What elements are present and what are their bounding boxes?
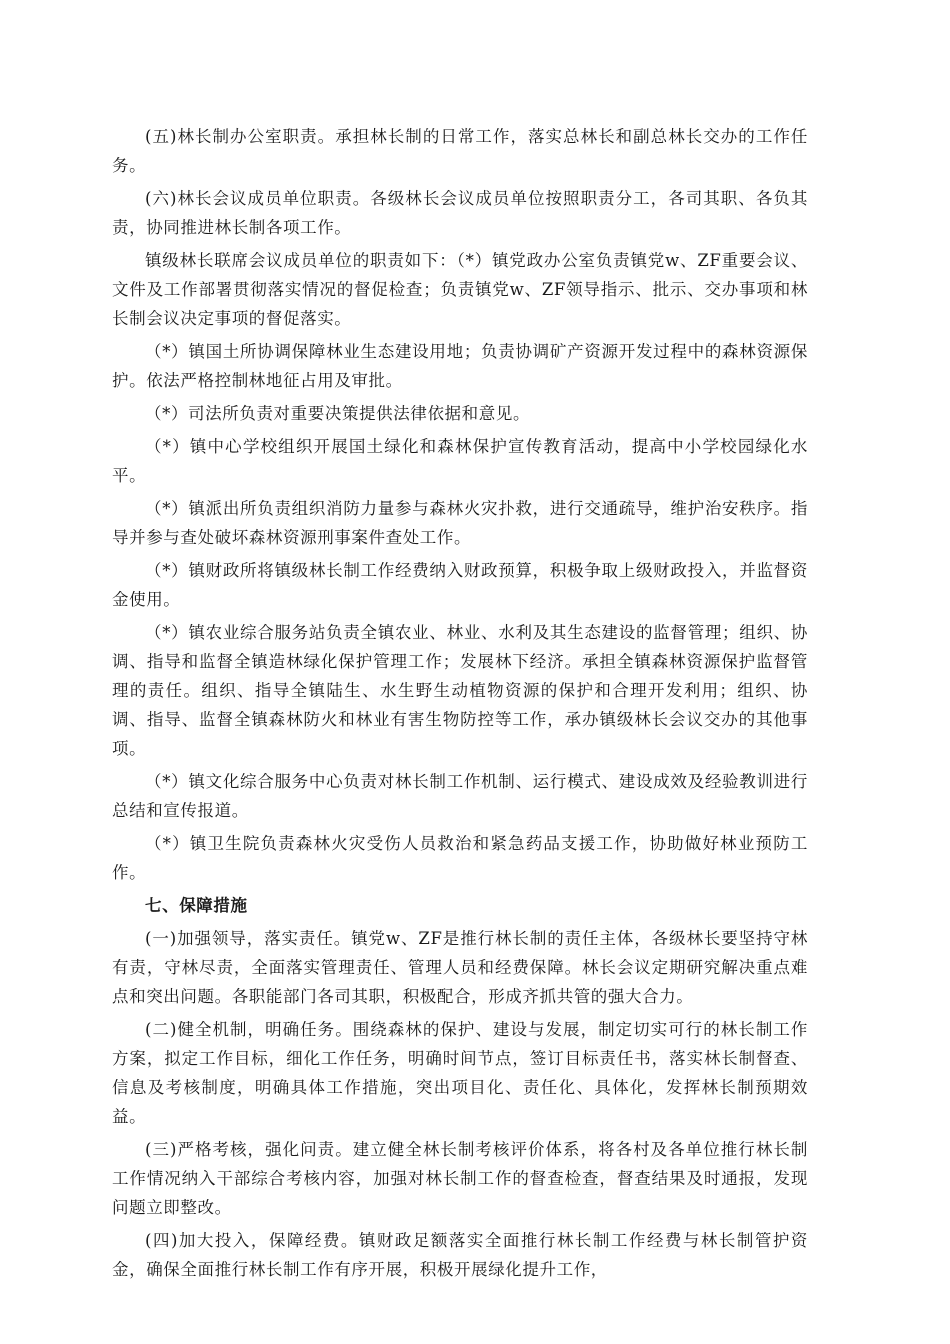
paragraph-measure-1: (一)加强领导，落实责任。镇党w、ZF是推行林长制的责任主体，各级林长要坚持守林有责，守林尽责，全面落实管理责任、管理人员和经费保障。林长会议定期研究解决重点难点和突出问题。各职能部门各司其职，积极配合，形成齐抓共管的强大合力。: [112, 929, 808, 1006]
paragraph-measure-2: (二)健全机制，明确任务。围绕森林的保护、建设与发展，制定切实可行的林长制工作方案，拟定工作目标，细化工作任务，明确时间节点，签订目标责任书，落实林长制督查、信息及考核制度，明确具体工作措施，突出项目化、责任化、具体化，发挥林长制预期效益。: [112, 1020, 808, 1126]
paragraph-6: (六)林长会议成员单位职责。各级林长会议成员单位按照职责分工，各司其职、各负其责，协同推进林长制各项工作。: [112, 189, 808, 237]
paragraph-culture: （*）镇文化综合服务中心负责对林长制工作机制、运行模式、建设成效及经验教训进行总结和宣传报道。: [112, 772, 808, 820]
paragraph-town-duties: 镇级林长联席会议成员单位的职责如下：（*）镇党政办公室负责镇党w、ZF重要会议、文件及工作部署贯彻落实情况的督促检查；负责镇党w、ZF领导指示、批示、交办事项和林长制会议决定事项的督促落实。: [112, 251, 808, 328]
paragraph-school: （*）镇中心学校组织开展国土绿化和森林保护宣传教育活动，提高中小学校园绿化水平。: [112, 437, 808, 485]
paragraph-agriculture: （*）镇农业综合服务站负责全镇农业、林业、水利及其生态建设的监督管理；组织、协调、指导和监督全镇造林绿化保护管理工作；发展林下经济。承担全镇森林资源保护监督管理的责任。组织、指导全镇陆生、水生野生动植物资源的保护和合理开发利用；组织、协调、指导、监督全镇森林防火和林业有害生物防控等工作，承办镇级林长会议交办的其他事项。: [112, 623, 808, 758]
paragraph-health: （*）镇卫生院负责森林火灾受伤人员救治和紧急药品支援工作，协助做好林业预防工作。: [112, 834, 808, 882]
paragraph-police: （*）镇派出所负责组织消防力量参与森林火灾扑救，进行交通疏导，维护治安秩序。指导并参与查处破坏森林资源刑事案件查处工作。: [112, 499, 808, 547]
document-page: [112, 122, 808, 1288]
paragraph-land-office: （*）镇国土所协调保障林业生态建设用地；负责协调矿产资源开发过程中的森林资源保护。依法严格控制林地征占用及审批。: [112, 342, 808, 390]
paragraph-justice-office: （*）司法所负责对重要决策提供法律依据和意见。: [145, 404, 531, 423]
paragraph-measure-3: (三)严格考核，强化问责。建立健全林长制考核评价体系，将各村及各单位推行林长制工作情况纳入干部综合考核内容，加强对林长制工作的督查检查，督查结果及时通报，发现问题立即整改。: [112, 1140, 808, 1217]
paragraph-measure-4: (四)加大投入，保障经费。镇财政足额落实全面推行林长制工作经费与林长制管护资金，确保全面推行林长制工作有序开展，积极开展绿化提升工作，: [112, 1231, 808, 1279]
section-heading: 七、保障措施: [145, 896, 248, 915]
paragraph-5: (五)林长制办公室职责。承担林长制的日常工作，落实总林长和副总林长交办的工作任务。: [112, 127, 808, 175]
paragraph-finance: （*）镇财政所将镇级林长制工作经费纳入财政预算，积极争取上级财政投入，并监督资金使用。: [112, 561, 808, 609]
